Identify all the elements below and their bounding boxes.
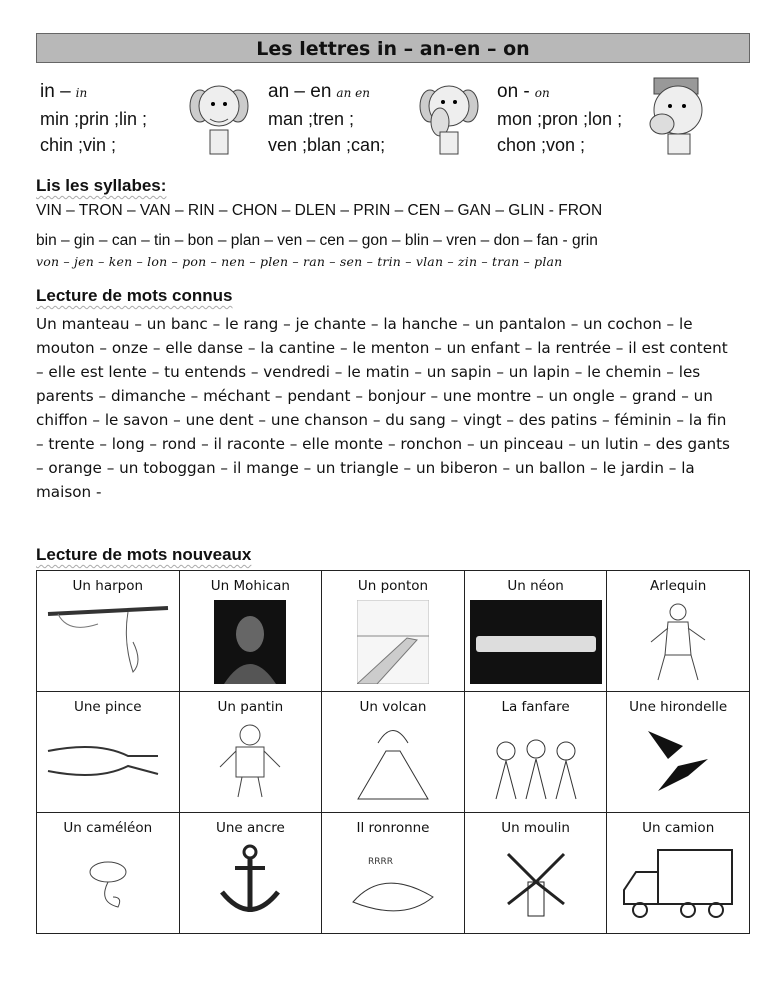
word-cell	[37, 692, 180, 813]
word-cell	[179, 813, 322, 934]
word-cell	[607, 692, 750, 813]
neon-tube-image	[470, 600, 602, 684]
sound-cursive: on	[534, 86, 550, 100]
sound-cursive: an en	[336, 86, 370, 100]
chameleon-image	[68, 842, 148, 922]
table-row	[37, 692, 750, 813]
syllabes-lowercase: bin – gin – can – tin – bon – plan – ven – cen – gon – blin – vren – don – fan - grin	[36, 232, 598, 249]
sound-an-en	[268, 78, 385, 158]
sound-line: ven ;blan ;can;	[268, 135, 386, 155]
table-row	[37, 813, 750, 934]
word-label: Un Mohican	[210, 578, 290, 594]
pliers-image	[43, 721, 173, 801]
mohican-image	[214, 600, 286, 684]
sound-line: chon ;von ;	[497, 135, 586, 155]
word-label: Une hirondelle	[629, 699, 728, 715]
girl-hand-mouth-icon	[418, 74, 480, 156]
word-label: Un volcan	[359, 699, 427, 715]
word-cell	[607, 813, 750, 934]
harlequin-image	[643, 600, 713, 684]
connus-text: Un manteau – un banc – le rang – je chante – la hanche – un pantalon – un cochon – le mouton – onze – elle danse – la cantine – le menton – un enfant – la rentrée – il est content – elle est lente – tu entends – vendredi – le matin – un sapin – un lapin – le chemin – les parents – dimanche – méchant – pendant – bonjour – une montre – un ongle – grand – un chiffon – le savon – une dent – une chanson – du sang – vingt – des patins – féminin – la fin – trente – long – rond – il raconte – elle monte – ronchon – un pinceau – un lutin – des gants – orange – un toboggan – il mange – un triangle – un biberon – un ballon – le jardin – la maison -	[36, 315, 730, 501]
syllabes-uppercase: VIN – TRON – VAN – RIN – CHON – DLEN – PRIN – CEN – GAN – GLIN - FRON	[36, 202, 603, 219]
word-cell	[464, 692, 607, 813]
word-cell	[179, 692, 322, 813]
table-row	[37, 571, 750, 692]
word-label: Un camion	[642, 820, 715, 836]
word-label: Arlequin	[650, 578, 707, 594]
word-cell	[464, 571, 607, 692]
word-label: Un harpon	[72, 578, 144, 594]
connus-heading: Lecture de mots connus	[36, 286, 233, 305]
word-label: Un caméléon	[63, 820, 153, 836]
sound-in	[40, 78, 147, 158]
word-label: Il ronronne	[356, 820, 430, 836]
word-cell	[464, 813, 607, 934]
brass-band-image	[476, 721, 596, 801]
word-label: La fanfare	[501, 699, 570, 715]
word-label: Une pince	[73, 699, 142, 715]
sound-heading: in –	[40, 81, 71, 102]
word-cell	[322, 571, 465, 692]
word-cell	[322, 692, 465, 813]
girl-pointing-nose-icon	[188, 74, 250, 156]
word-label: Un pantin	[217, 699, 284, 715]
word-cell	[179, 571, 322, 692]
sound-line: min ;prin ;lin ;	[40, 109, 148, 129]
pontoon-image	[357, 600, 429, 684]
windmill-image	[496, 842, 576, 922]
svg-text:RRRR: RRRR	[367, 857, 393, 867]
nouveaux-heading: Lecture de mots nouveaux	[36, 545, 252, 564]
boy-pinching-nose-icon	[642, 74, 712, 156]
swallow-image	[638, 721, 718, 801]
harpoon-image	[43, 600, 173, 680]
volcano-image	[348, 721, 438, 801]
sound-line: man ;tren ;	[268, 109, 355, 129]
sound-on	[497, 78, 622, 158]
anchor-image	[210, 842, 290, 922]
word-label: Un néon	[507, 578, 564, 594]
sound-line: mon ;pron ;lon ;	[497, 109, 623, 129]
word-label: Un ponton	[357, 578, 429, 594]
puppet-image	[214, 721, 286, 801]
word-cell	[322, 813, 465, 934]
purring-cat-image	[338, 842, 448, 922]
word-label: Une ancre	[215, 820, 285, 836]
syllabes-cursive: von – jen – ken – lon – pon – nen – plen – ran – sen – trin – vlan – zin – tran – plan	[36, 254, 563, 269]
word-cell	[37, 571, 180, 692]
sound-line: chin ;vin ;	[40, 135, 117, 155]
word-cell	[37, 813, 180, 934]
page-title: Les lettres in – an-en – on	[36, 33, 750, 63]
sound-cursive: in	[75, 86, 88, 100]
sound-heading: an – en	[268, 81, 332, 102]
word-cell	[607, 571, 750, 692]
new-words-table	[36, 570, 750, 934]
sound-heading: on -	[497, 81, 530, 102]
word-label: Un moulin	[501, 820, 570, 836]
syllabes-heading: Lis les syllabes:	[36, 176, 167, 195]
truck-image	[618, 842, 738, 922]
